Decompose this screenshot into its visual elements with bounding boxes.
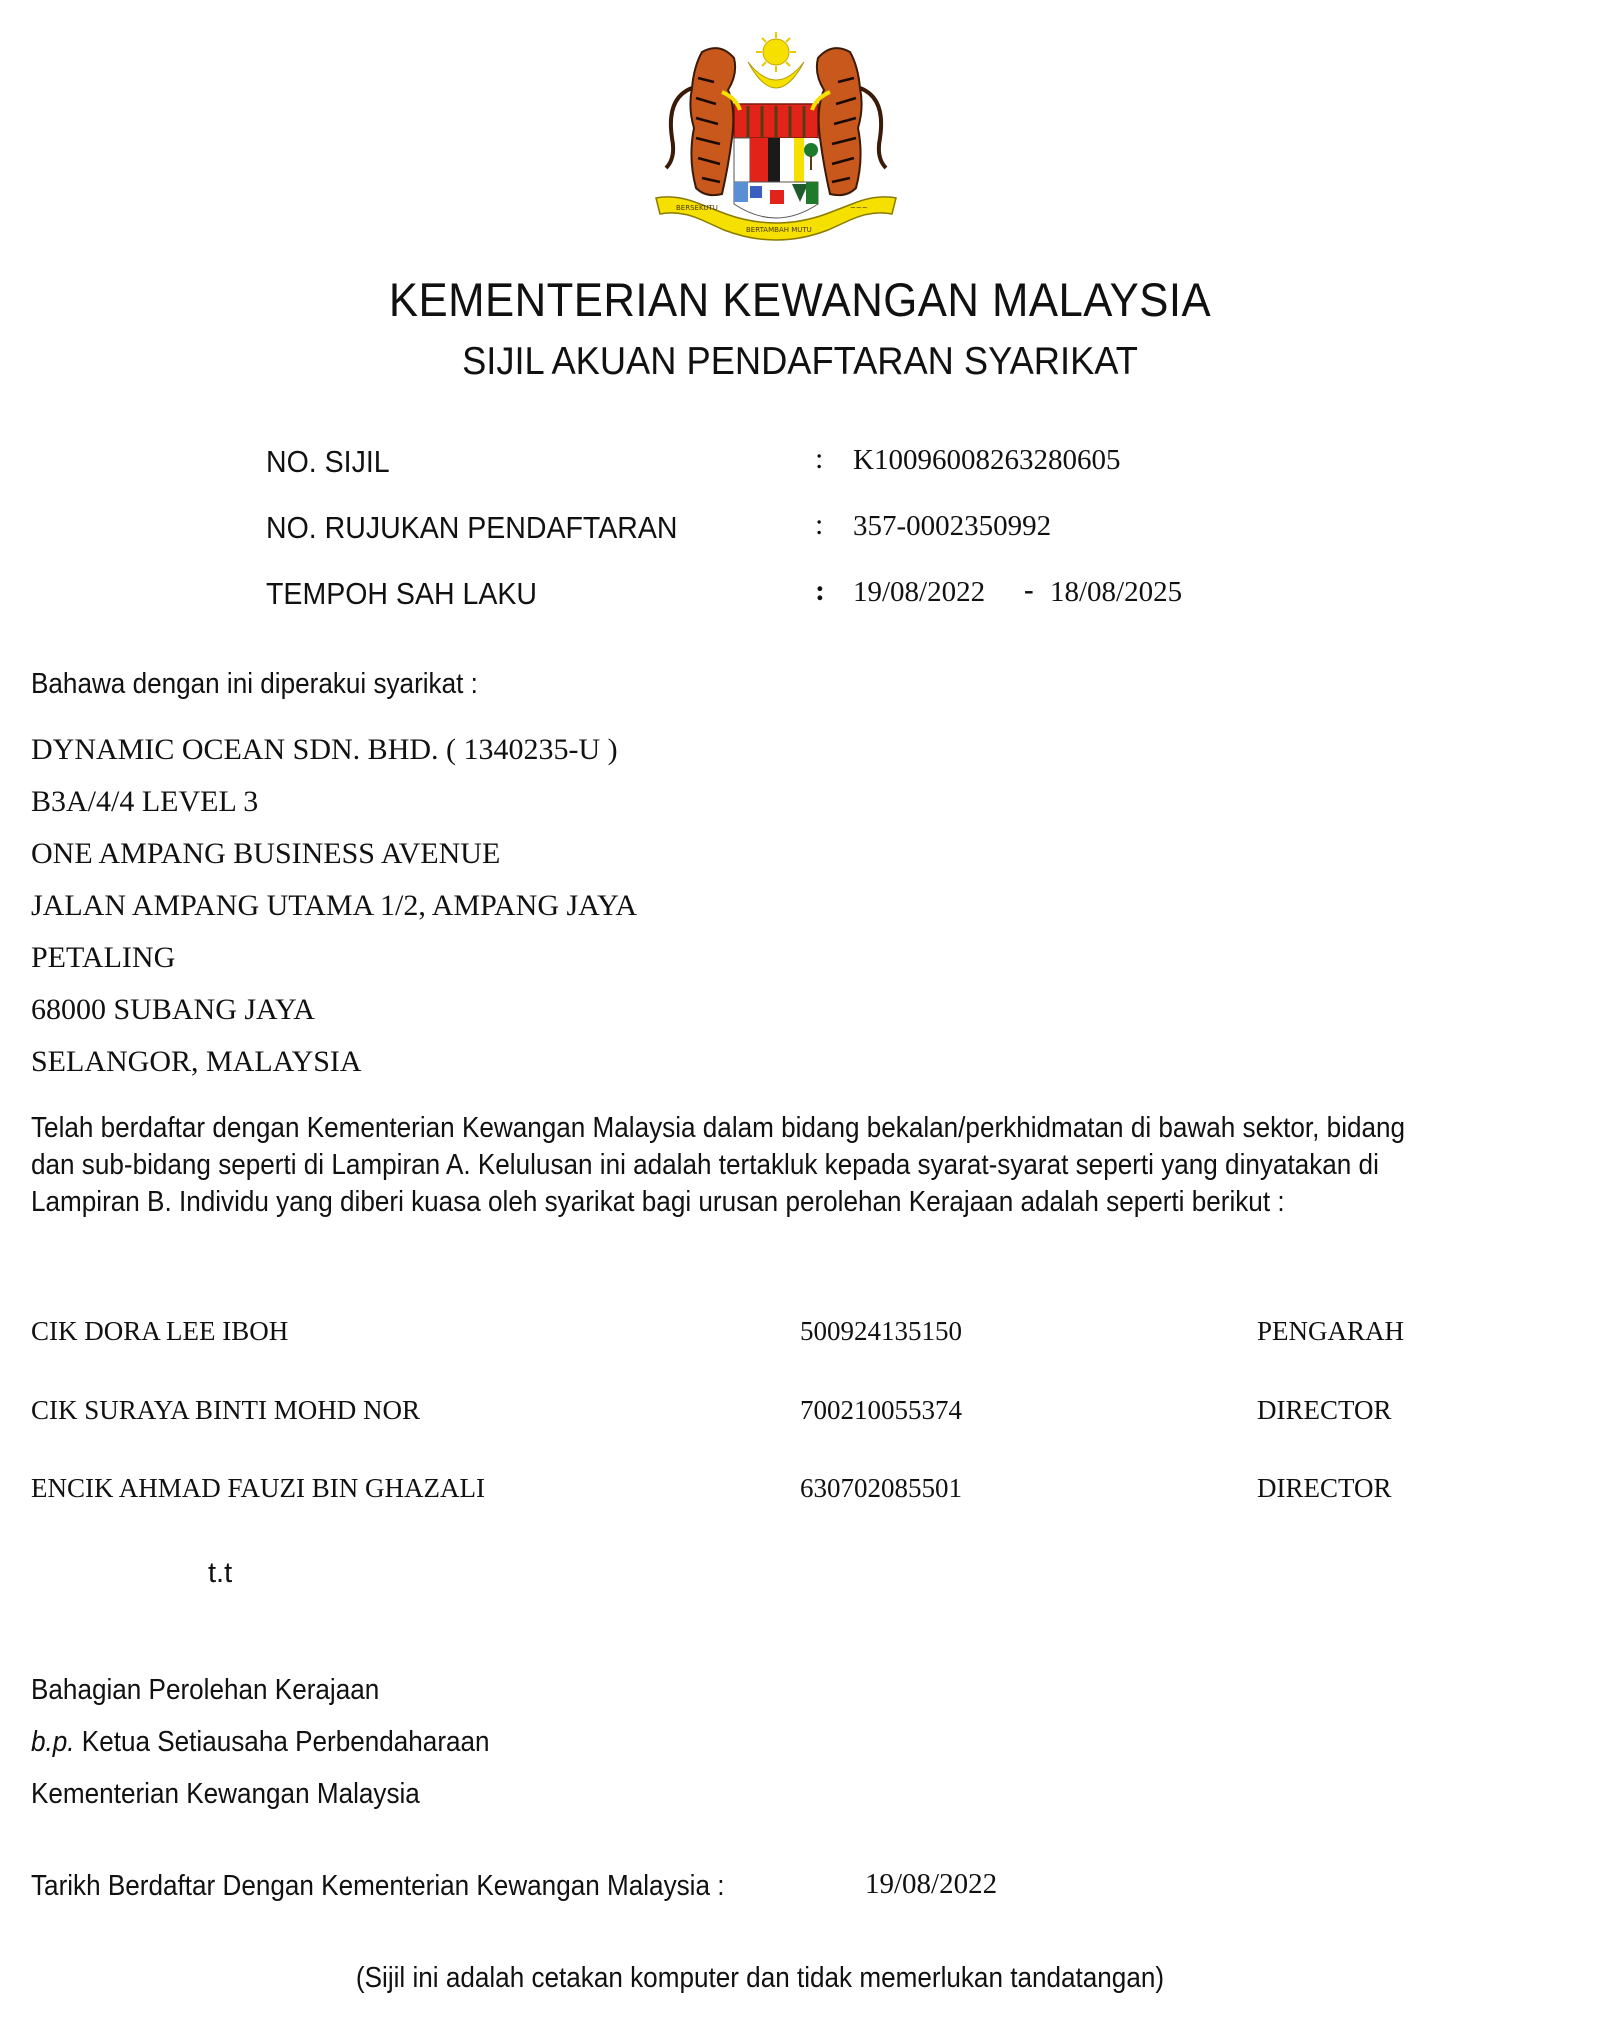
address-line: 68000 SUBANG JAYA bbox=[31, 993, 315, 1026]
value-no-sijil: K10096008263280605 bbox=[853, 444, 1121, 476]
document-title: SIJIL AKUAN PENDAFTARAN SYARIKAT bbox=[462, 340, 1138, 383]
address-line: JALAN AMPANG UTAMA 1/2, AMPANG JAYA bbox=[31, 889, 638, 922]
date-range-separator: - bbox=[1024, 574, 1034, 606]
statement-line: Telah berdaftar dengan Kementerian Kewangan Malaysia dalam bidang bekalan/perkhidmatan di bawah sektor, bidang bbox=[31, 1112, 1406, 1144]
svg-text:BERSEKUTU: BERSEKUTU bbox=[676, 204, 718, 212]
label-no-sijil: NO. SIJIL bbox=[266, 444, 390, 479]
person-role: DIRECTOR bbox=[1257, 1473, 1392, 1503]
bp-title: Ketua Setiausaha Perbendaharaan bbox=[74, 1726, 490, 1758]
sun-icon bbox=[756, 32, 796, 72]
address-line: ONE AMPANG BUSINESS AVENUE bbox=[31, 837, 501, 870]
statement-line: dan sub-bidang seperti di Lampiran A. Kelulusan ini adalah tertakluk kepada syarat-syarat seperti yang dinyatakan di bbox=[31, 1149, 1379, 1181]
colon: : bbox=[815, 574, 825, 607]
person-id: 500924135150 bbox=[800, 1316, 962, 1346]
value-valid-to: 18/08/2025 bbox=[1050, 576, 1183, 608]
tt-mark: t.t bbox=[208, 1557, 233, 1589]
computer-generated-note: (Sijil ini adalah cetakan komputer dan tidak memerlukan tandatangan) bbox=[355, 1962, 1165, 1994]
label-tempoh-sah-laku: TEMPOH SAH LAKU bbox=[266, 576, 537, 611]
ministry-signoff: Kementerian Kewangan Malaysia bbox=[31, 1778, 420, 1810]
person-name: CIK DORA LEE IBOH bbox=[31, 1316, 289, 1346]
bp-line bbox=[31, 1726, 490, 1759]
address-line: B3A/4/4 LEVEL 3 bbox=[31, 785, 259, 818]
label-no-rujukan: NO. RUJUKAN PENDAFTARAN bbox=[266, 510, 678, 545]
person-name: ENCIK AHMAD FAUZI BIN GHAZALI bbox=[31, 1473, 485, 1503]
address-line: PETALING bbox=[31, 941, 176, 974]
ministry-title: KEMENTERIAN KEWANGAN MALAYSIA bbox=[388, 273, 1212, 326]
person-name: CIK SURAYA BINTI MOHD NOR bbox=[31, 1395, 421, 1425]
registration-date-value: 19/08/2022 bbox=[865, 1868, 998, 1900]
division-name: Bahagian Perolehan Kerajaan bbox=[31, 1674, 380, 1706]
tiger-left-icon bbox=[666, 48, 740, 195]
company-intro: Bahawa dengan ini diperakui syarikat : bbox=[31, 668, 478, 700]
malaysia-coat-of-arms-icon bbox=[636, 18, 916, 250]
bp-prefix: b.p. bbox=[31, 1726, 75, 1758]
registration-statement bbox=[31, 1110, 1471, 1221]
person-role: PENGARAH bbox=[1257, 1316, 1405, 1346]
svg-text:~~~: ~~~ bbox=[850, 204, 868, 212]
person-id: 630702085501 bbox=[800, 1473, 962, 1503]
value-valid-from: 19/08/2022 bbox=[853, 576, 986, 608]
colon: : bbox=[815, 442, 824, 475]
colon: : bbox=[815, 508, 824, 541]
statement-line: Lampiran B. Individu yang diberi kuasa oleh syarikat bagi urusan perolehan Kerajaan adalah seperti berikut : bbox=[31, 1186, 1285, 1218]
value-no-rujukan: 357-0002350992 bbox=[853, 510, 1052, 542]
svg-text:BERTAMBAH MUTU: BERTAMBAH MUTU bbox=[746, 226, 812, 234]
person-id: 700210055374 bbox=[800, 1395, 962, 1425]
person-role: DIRECTOR bbox=[1257, 1395, 1392, 1425]
address-line: SELANGOR, MALAYSIA bbox=[31, 1045, 362, 1078]
tiger-right-icon bbox=[812, 48, 886, 195]
company-name: DYNAMIC OCEAN SDN. BHD. ( 1340235-U ) bbox=[31, 733, 618, 766]
registration-date-label: Tarikh Berdaftar Dengan Kementerian Kewangan Malaysia : bbox=[31, 1870, 725, 1902]
